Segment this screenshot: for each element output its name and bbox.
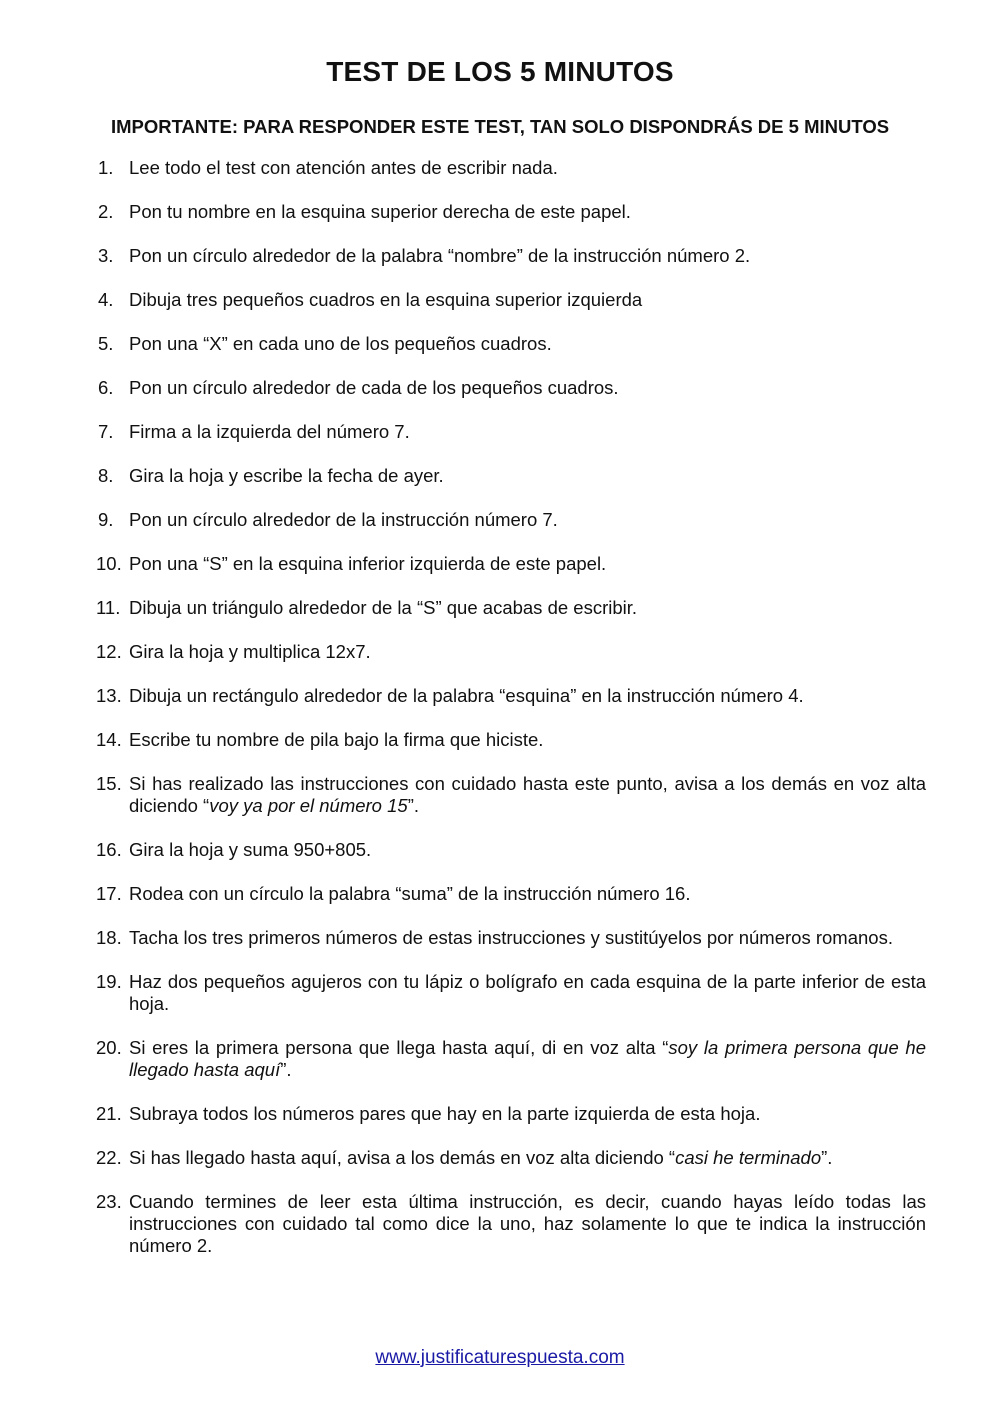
item-text: Pon una “X” en cada uno de los pequeños cuadros. [129, 333, 552, 354]
item-text-start: Si eres la primera persona que llega hasta aquí, di en voz alta “ [129, 1037, 669, 1058]
item-text: Pon un círculo alrededor de la palabra “nombre” de la instrucción número 2. [129, 245, 751, 266]
item-text-end: ”. [280, 1059, 292, 1080]
item-number: 14. [96, 729, 122, 750]
item-text: Tacha los tres primeros números de estas instrucciones y sustitúyelos por números romanos. [129, 927, 893, 948]
item-text-end: ”. [821, 1147, 833, 1168]
item-number: 19. [96, 971, 122, 992]
list-item [96, 839, 926, 861]
item-text: Haz dos pequeños agujeros con tu lápiz o bolígrafo en cada esquina de la parte inferior de esta hoja. [129, 971, 926, 1014]
item-text-start: Si has realizado las instrucciones con cuidado hasta este punto, avisa a los demás en voz alta diciendo “ [129, 773, 926, 816]
list-item [96, 201, 926, 223]
item-text-quote: soy la primera persona que he llegado hasta aquí [129, 1037, 926, 1080]
list-item [96, 289, 926, 311]
list-item [96, 927, 926, 949]
page-footer [0, 1347, 1000, 1369]
item-text: Subraya todos los números pares que hay en la parte izquierda de esta hoja. [129, 1103, 761, 1124]
item-text: Gira la hoja y suma 950+805. [129, 839, 372, 860]
item-number: 22. [96, 1147, 122, 1168]
list-item [96, 729, 926, 751]
item-text-end: ”. [407, 795, 419, 816]
item-number: 13. [96, 685, 122, 706]
item-text: Pon un círculo alrededor de cada de los pequeños cuadros. [129, 377, 619, 398]
item-number: 12. [96, 641, 122, 662]
item-text: Firma a la izquierda del número 7. [129, 421, 410, 442]
list-item [96, 333, 926, 355]
list-item [96, 465, 926, 487]
item-number: 20. [96, 1037, 122, 1058]
item-number: 7. [98, 421, 114, 442]
page-title: TEST DE LOS 5 MINUTOS [326, 56, 674, 87]
list-item [96, 157, 926, 179]
website-link[interactable]: www.justificaturespuesta.com [375, 1347, 625, 1368]
item-text: Dibuja un rectángulo alrededor de la palabra “esquina” en la instrucción número 4. [129, 685, 804, 706]
item-text: Pon tu nombre en la esquina superior derecha de este papel. [129, 201, 631, 222]
item-number: 23. [96, 1191, 122, 1212]
list-item [96, 883, 926, 905]
item-number: 3. [98, 245, 114, 266]
page-subtitle: IMPORTANTE: PARA RESPONDER ESTE TEST, TAN SOLO DISPONDRÁS DE 5 MINUTOS [110, 116, 890, 137]
item-text: Pon una “S” en la esquina inferior izquierda de este papel. [129, 553, 607, 574]
item-text: Gira la hoja y multiplica 12x7. [129, 641, 371, 662]
item-text: Cuando termines de leer esta última instrucción, es decir, cuando hayas leído todas las instrucciones con cuidado tal como dice la uno, haz solamente lo que te indica la instrucción número 2. [129, 1191, 926, 1256]
list-item [96, 553, 926, 575]
list-item [96, 685, 926, 707]
item-number: 21. [96, 1103, 122, 1124]
item-number: 17. [96, 883, 122, 904]
item-number: 18. [96, 927, 122, 948]
item-text-start: Si has llegado hasta aquí, avisa a los demás en voz alta diciendo “ [129, 1147, 676, 1168]
list-item [96, 245, 926, 267]
item-text: Gira la hoja y escribe la fecha de ayer. [129, 465, 444, 486]
list-item [96, 1103, 926, 1125]
item-number: 2. [98, 201, 114, 222]
item-number: 8. [98, 465, 114, 486]
list-item [96, 641, 926, 663]
item-text: Dibuja un triángulo alrededor de la “S” que acabas de escribir. [129, 597, 638, 618]
item-text: Rodea con un círculo la palabra “suma” de la instrucción número 16. [129, 883, 691, 904]
item-text: Lee todo el test con atención antes de escribir nada. [129, 157, 558, 178]
item-number: 11. [96, 597, 121, 618]
list-item [96, 773, 926, 817]
item-number: 9. [98, 509, 114, 530]
list-item [96, 1037, 926, 1081]
item-number: 4. [98, 289, 114, 310]
instruction-list [96, 157, 926, 1279]
list-item [96, 597, 926, 619]
list-item [96, 1191, 926, 1257]
list-item [96, 377, 926, 399]
item-text: Pon un círculo alrededor de la instrucción número 7. [129, 509, 558, 530]
item-text: Escribe tu nombre de pila bajo la firma que hiciste. [129, 729, 544, 750]
list-item [96, 971, 926, 1015]
item-text-quote: casi he terminado [675, 1147, 822, 1168]
item-number: 15. [96, 773, 122, 794]
item-number: 16. [96, 839, 122, 860]
list-item [96, 509, 926, 531]
list-item [96, 421, 926, 443]
item-number: 5. [98, 333, 114, 354]
item-number: 6. [98, 377, 114, 398]
item-number: 1. [98, 157, 114, 178]
item-text-quote: voy ya por el número 15 [209, 795, 408, 816]
item-text: Dibuja tres pequeños cuadros en la esquina superior izquierda [129, 289, 643, 310]
item-number: 10. [96, 553, 122, 574]
list-item [96, 1147, 926, 1169]
